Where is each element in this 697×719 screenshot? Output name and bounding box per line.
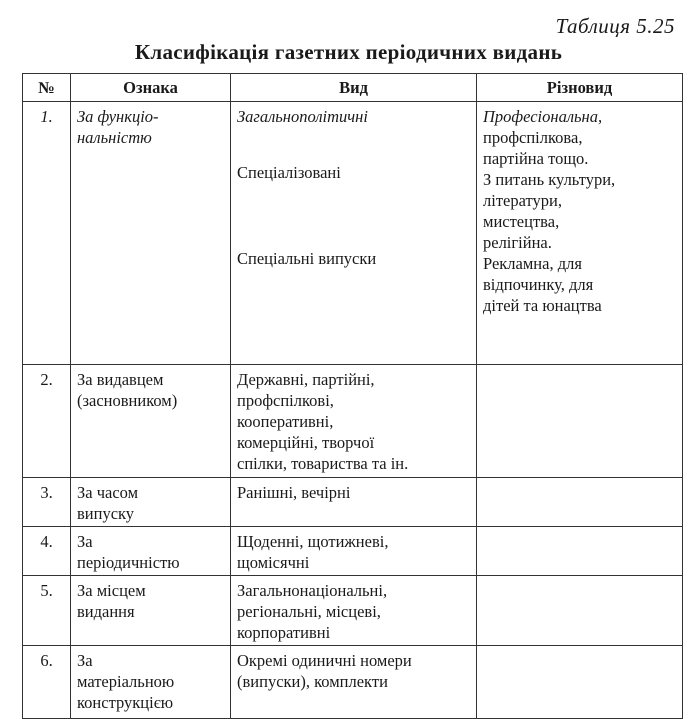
sign-line: За видавцем — [77, 370, 164, 389]
kind-line: профспілкові, — [237, 391, 334, 410]
row-number: 4. — [23, 527, 71, 576]
sign-line: видання — [77, 602, 135, 621]
kind-line: Окремі одиничні номери — [237, 651, 412, 670]
row-sign — [71, 527, 231, 576]
variety-line: дітей та юнацтва — [483, 296, 602, 315]
table-title: Класифікація газетних періодичних видань — [134, 40, 563, 64]
table-row — [23, 576, 683, 646]
row-sign — [71, 646, 231, 719]
variety-line: відпочинку, для — [483, 275, 594, 294]
kind-line: Загальнополітичні — [237, 107, 368, 126]
variety-line: партійна тощо. — [483, 149, 589, 168]
sign-line: конструкцією — [77, 693, 174, 712]
row-variety — [477, 365, 683, 478]
row-variety — [477, 576, 683, 646]
variety-line: З питань культури, — [483, 170, 616, 189]
sign-line: За функціо- — [77, 107, 159, 126]
sign-line: матеріальною — [77, 672, 175, 691]
table-row — [23, 646, 683, 719]
row-number: 2. — [23, 365, 71, 478]
variety-line: профспілкова, — [483, 128, 583, 147]
variety-line: Професіональна, — [483, 107, 603, 126]
table-label: Таблиця 5.25 — [555, 14, 675, 38]
kind-line: Загальнонаціональні, — [237, 581, 388, 600]
kind-line: комерційні, творчої — [237, 433, 375, 452]
kind-line: Державні, партійні, — [237, 370, 375, 389]
row-kind — [231, 102, 477, 365]
kind-line: корпоративні — [237, 623, 331, 642]
kind-line: Спеціалізовані — [237, 163, 341, 182]
table-row — [23, 102, 683, 365]
header-row — [23, 74, 683, 102]
sign-line: За — [77, 651, 93, 670]
row-sign — [71, 576, 231, 646]
row-number: 5. — [23, 576, 71, 646]
table-row — [23, 478, 683, 527]
row-sign — [71, 365, 231, 478]
kind-line: спілки, товариства та ін. — [237, 454, 409, 473]
table-row — [23, 527, 683, 576]
sign-line: періодичністю — [77, 553, 180, 572]
kind-line: Спеціальні випуски — [237, 249, 377, 268]
row-number: 3. — [23, 478, 71, 527]
variety-line: Рекламна, для — [483, 254, 582, 273]
row-number: 6. — [23, 646, 71, 719]
row-kind — [231, 365, 477, 478]
kind-line: (випуски), комплекти — [237, 672, 388, 691]
row-kind — [231, 527, 477, 576]
header-number: № — [23, 74, 71, 102]
variety-line: мистецтва, — [483, 212, 560, 231]
row-sign — [71, 478, 231, 527]
row-kind — [231, 576, 477, 646]
header-kind: Вид — [231, 74, 477, 102]
sign-line: За часом — [77, 483, 139, 502]
kind-line: Ранішні, вечірні — [237, 483, 351, 502]
sign-line: (засновником) — [77, 391, 178, 410]
variety-line: літератури, — [483, 191, 562, 210]
row-kind — [231, 478, 477, 527]
kind-line: щомісячні — [237, 553, 310, 572]
sign-line: За місцем — [77, 581, 146, 600]
table-row — [23, 365, 683, 478]
row-kind — [231, 646, 477, 719]
row-number: 1. — [23, 102, 71, 365]
header-variety: Різновид — [477, 74, 683, 102]
sign-line: нальністю — [77, 128, 152, 147]
row-variety — [477, 478, 683, 527]
sign-line: випуску — [77, 504, 135, 523]
row-variety — [477, 527, 683, 576]
kind-line: Щоденні, щотижневі, — [237, 532, 389, 551]
row-variety — [477, 102, 683, 365]
row-sign — [71, 102, 231, 365]
classification-table — [22, 73, 683, 719]
variety-line: релігійна. — [483, 233, 552, 252]
row-variety — [477, 646, 683, 719]
header-sign: Ознака — [71, 74, 231, 102]
kind-line: кооперативні, — [237, 412, 334, 431]
sign-line: За — [77, 532, 93, 551]
kind-line: регіональні, місцеві, — [237, 602, 381, 621]
